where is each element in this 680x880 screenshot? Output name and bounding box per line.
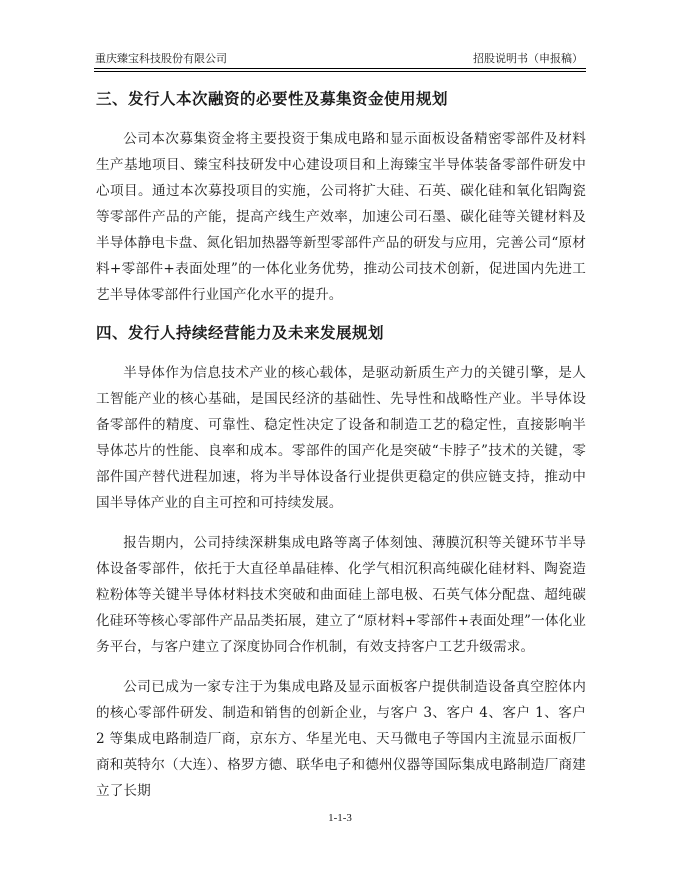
paragraph: 半导体作为信息技术产业的核心载体，是驱动新质生产力的关键引擎，是人工智能产业的核心基础，是国民经济的基础性、先导性和战略性产业。半导体设备零部件的精度、可靠性、稳定性决定了设备和制造工艺的稳定性，直接影响半导体芯片的性能、良率和成本。零部件的国产化是突破“卡脖子”技术的关键，零部件国产替代进程加速，将为半导体设备行业提供更稳定的供应链支持，推动中国半导体产业的自主可控和可持续发展。 [96, 365, 586, 511]
paragraph: 公司本次募集资金将主要投资于集成电路和显示面板设备精密零部件及材料生产基地项目、臻宝科技研发中心建设项目和上海臻宝半导体装备零部件研发中心项目。通过本次募投项目的实施，公司将扩大硅、石英、碳化硅和氧化铝陶瓷等零部件产品的产能，提高产线生产效率，加速公司石墨、碳化硅等关键材料及半导体静电卡盘、氮化铝加热器等新型零部件产品的研发与应用，完善公司“原材料+零部件+表面处理”的一体化业务优势，推动公司技术创新，促进国内先进工艺半导体零部件行业国产化水平的提升。 [96, 131, 586, 303]
page-number: 1-1-3 [328, 812, 352, 824]
header-rule [94, 68, 586, 69]
header-company-name: 重庆臻宝科技股份有限公司 [95, 52, 227, 65]
paragraph: 报告期内，公司持续深耕集成电路等离子体刻蚀、薄膜沉积等关键环节半导体设备零部件，依托于大直径单晶硅棒、化学气相沉积高纯碳化硅材料、陶瓷造粒粉体等关键半导体材料技术突破和曲面硅上部电极、石英气体分配盘、超纯碳化硅环等核心零部件产品品类拓展，建立了“原材料+零部件+表面处理”一体化业务平台，与客户建立了深度协同合作机制，有效支持客户工艺升级需求。 [96, 535, 586, 655]
paragraph: 公司已成为一家专注于为集成电路及显示面板客户提供制造设备真空腔体内的核心零部件研发、制造和销售的创新企业，与客户 3、客户 4、客户 1、客户 2 等集成电路制造厂商，京东方、华星光电、天马微电子等国内主流显示面板厂商和英特尔（大连）、格罗方德、联华电子和德州仪器等国际集成电路制造厂商建立了长期 [96, 679, 586, 799]
header-document-title: 招股说明书（申报稿） [473, 52, 583, 65]
section-title: 三、发行人本次融资的必要性及募集资金使用规划 [96, 90, 449, 108]
header-rule [94, 71, 586, 72]
document-body [96, 80, 586, 818]
section-title: 四、发行人持续经营能力及未来发展规划 [96, 324, 385, 342]
